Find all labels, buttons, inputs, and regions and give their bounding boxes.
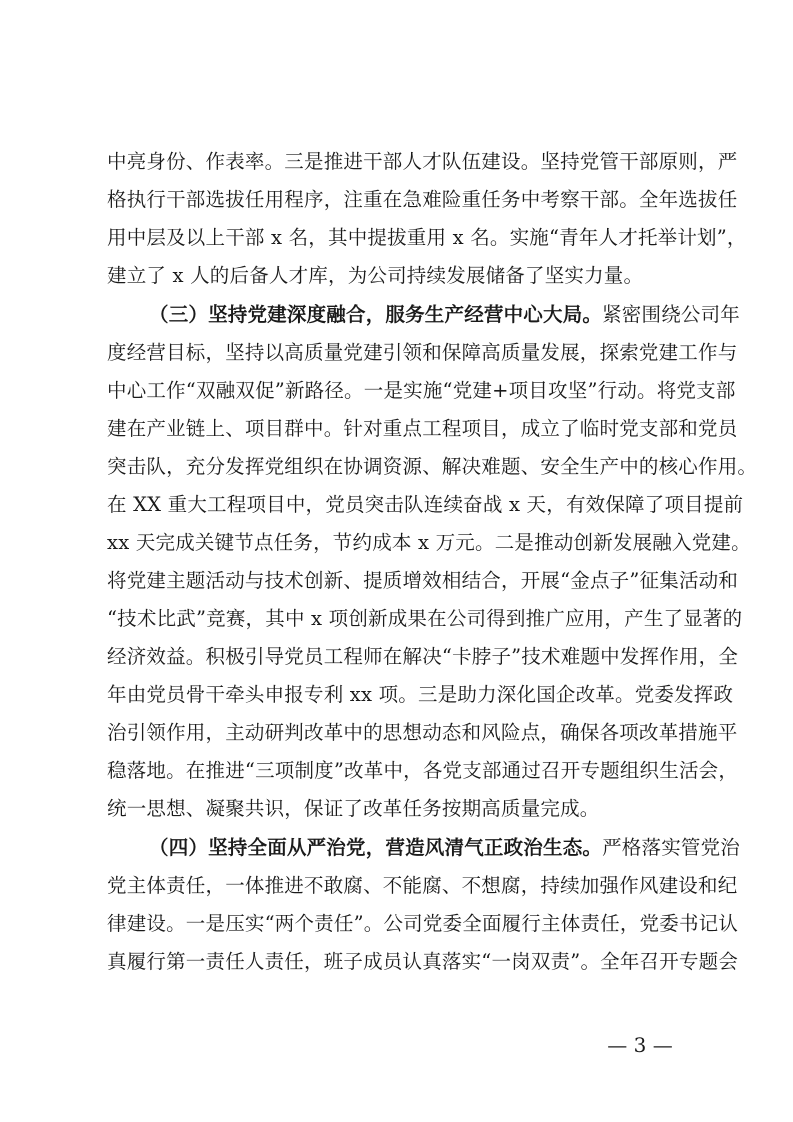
section-heading-line: （三）坚持党建深度融合，服务生产经营中心大局。紧密围绕公司年 [149, 303, 741, 326]
body-line: 度经营目标，坚持以高质量党建引领和保障高质量发展，探索党建工作与 [107, 341, 738, 364]
body-line: 建在产业链上、项目群中。针对重点工程项目，成立了临时党支部和党员 [107, 417, 738, 440]
body-line: 统一思想、凝聚共识，保证了改革任务按期高质量完成。 [107, 797, 600, 820]
body-line: 格执行干部选拔任用程序，注重在急难险重任务中考察干部。全年选拔任 [107, 188, 738, 211]
section-heading-line: （四）坚持全面从严治党，营造风清气正政治生态。严格落实管党治 [149, 836, 741, 859]
body-line: 经济效益。积极引导党员工程师在解决“卡脖子”技术难题中发挥作用，全 [107, 645, 739, 668]
body-line: 将党建主题活动与技术创新、提质增效相结合，开展“金点子”征集活动和 [107, 569, 739, 592]
body-line: 年由党员骨干牵头申报专利 xx 项。三是助力深化国企改革。党委发挥政 [107, 683, 734, 706]
body-line: 治引领作用，主动研判改革中的思想动态和风险点，确保各项改革措施平 [107, 721, 738, 744]
body-line: 建立了 x 人的后备人才库，为公司持续发展储备了坚实力量。 [107, 264, 644, 287]
section-heading: （三）坚持党建深度融合，服务生产经营中心大局。 [149, 303, 603, 326]
body-line: 用中层及以上干部 x 名，其中提拔重用 x 名。实施“青年人才托举计划”， [107, 226, 747, 249]
body-line: 中亮身份、作表率。三是推进干部人才队伍建设。坚持党管干部原则，严 [107, 150, 738, 173]
section-heading: （四）坚持全面从严治党，营造风清气正政治生态。 [149, 836, 603, 859]
body-line: “技术比武”竞赛，其中 x 项创新成果在公司得到推广应用，产生了显著的 [107, 607, 743, 630]
body-line: 突击队，充分发挥党组织在协调资源、解决难题、安全生产中的核心作用。 [107, 455, 758, 478]
body-line: 中心工作“双融双促”新路径。一是实施“党建+项目攻坚”行动。将党支部 [107, 379, 736, 402]
body-line: 真履行第一责任人责任，班子成员认真落实“一岗双责”。全年召开专题会 [107, 950, 739, 973]
body-line: 党主体责任，一体推进不敢腐、不能腐、不想腐，持续加强作风建设和纪 [107, 874, 738, 897]
body-line: 律建设。一是压实“两个责任”。公司党委全面履行主体责任，党委书记认 [107, 912, 739, 935]
body-line: 在 XX 重大工程项目中，党员突击队连续奋战 x 天，有效保障了项目提前 [107, 493, 744, 516]
body-line: xx 天完成关键节点任务，节约成本 x 万元。二是推动创新发展融入党建。 [107, 531, 751, 554]
page-number: — 3 — [607, 1033, 673, 1057]
body-line: 稳落地。在推进“三项制度”改革中，各党支部通过召开专题组织生活会， [107, 759, 739, 782]
